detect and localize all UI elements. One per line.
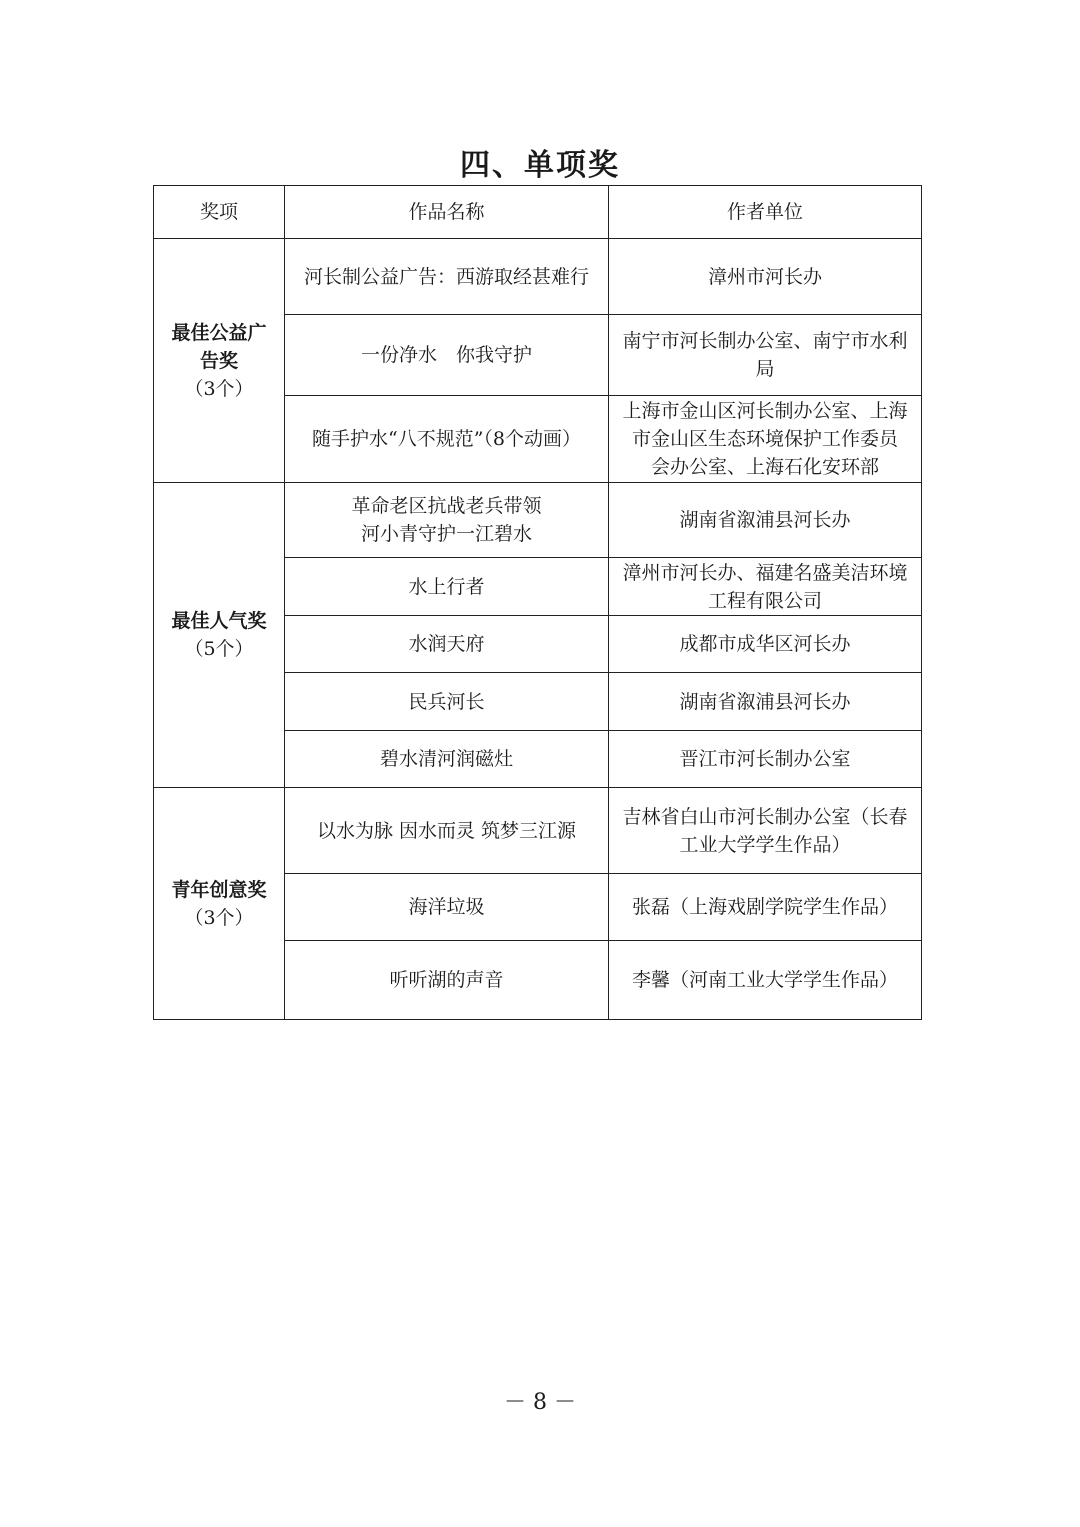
author-unit: 湖南省溆浦县河长办 (679, 509, 851, 531)
category-count: （3个） (184, 377, 254, 400)
work-cell (285, 483, 609, 558)
table-header-row (154, 186, 922, 239)
work-cell (285, 731, 609, 788)
category-name: 告奖 (199, 349, 238, 372)
author-unit: 成都市成华区河长办 (679, 633, 851, 655)
work-title: 河小青守护一江碧水 (360, 523, 532, 545)
category-name: 最佳公益广 (171, 321, 267, 344)
page-title: 四、单项奖 (460, 148, 620, 183)
work-title: 河长制公益广告：西游取经甚难行 (303, 265, 589, 288)
author-unit: 张磊（上海戏剧学院学生作品） (631, 896, 898, 918)
work-title: 以水为脉 因水而灵 筑梦三江源 (316, 819, 577, 842)
table-row (154, 483, 922, 558)
work-title: 海洋垃圾 (408, 896, 485, 918)
author-unit: 会办公室、上海石化安环部 (650, 456, 879, 478)
table-row (154, 239, 922, 315)
author-unit: 湖南省溆浦县河长办 (679, 690, 851, 713)
author-cell (609, 731, 922, 788)
work-cell (285, 315, 609, 396)
category-name: 最佳人气奖 (171, 610, 267, 632)
category-count: （5个） (184, 638, 254, 660)
page-number: － 8 － (504, 1390, 576, 1415)
category-name: 青年创意奖 (171, 878, 267, 901)
author-cell (609, 239, 922, 315)
author-unit: 漳州市河长办、福建名盛美洁环境 (622, 561, 908, 584)
author-cell (609, 874, 922, 941)
category-cell-public-ad (154, 239, 285, 483)
author-cell (609, 616, 922, 673)
header-author: 作者单位 (609, 186, 922, 239)
author-unit: 漳州市河长办 (707, 265, 822, 288)
work-cell (285, 788, 609, 874)
category-cell-youth-creative (154, 788, 285, 1020)
author-unit: 吉林省白山市河长制办公室（长春 (622, 805, 908, 828)
author-cell (609, 396, 922, 483)
category-count: （3个） (184, 906, 254, 929)
work-cell (285, 558, 609, 616)
work-cell (285, 616, 609, 673)
category-cell-popularity (154, 483, 285, 788)
work-title: 碧水清河润磁灶 (379, 748, 513, 770)
author-unit: 上海市金山区河长制办公室、上海 (622, 400, 908, 422)
header-work: 作品名称 (285, 186, 609, 239)
work-cell (285, 673, 609, 731)
awards-table (153, 185, 922, 1020)
author-cell (609, 673, 922, 731)
work-title: 水上行者 (408, 575, 485, 598)
work-title: 随手护水“八不规范”（8个动画） (311, 428, 582, 450)
author-cell (609, 483, 922, 558)
author-cell (609, 788, 922, 874)
work-cell (285, 874, 609, 941)
author-unit: 李馨（河南工业大学学生作品） (631, 969, 898, 991)
author-unit: 局 (755, 358, 775, 380)
author-cell (609, 941, 922, 1020)
work-cell (285, 396, 609, 483)
work-title: 一份净水 你我守护 (360, 344, 532, 366)
author-cell (609, 558, 922, 616)
author-unit: 南宁市河长制办公室、南宁市水利 (622, 330, 908, 352)
work-title: 革命老区抗战老兵带领 (351, 495, 542, 517)
author-cell (609, 315, 922, 396)
work-title: 水润天府 (408, 633, 485, 655)
work-cell (285, 941, 609, 1020)
author-unit: 晋江市河长制办公室 (679, 748, 851, 770)
author-unit: 工业大学学生作品） (679, 833, 851, 856)
work-title: 民兵河长 (408, 690, 485, 713)
work-title: 听听湖的声音 (389, 969, 504, 991)
table-row (154, 788, 922, 874)
header-award: 奖项 (154, 186, 285, 239)
author-unit: 市金山区生态环境保护工作委员 (631, 428, 898, 450)
author-unit: 工程有限公司 (707, 589, 822, 612)
work-cell (285, 239, 609, 315)
